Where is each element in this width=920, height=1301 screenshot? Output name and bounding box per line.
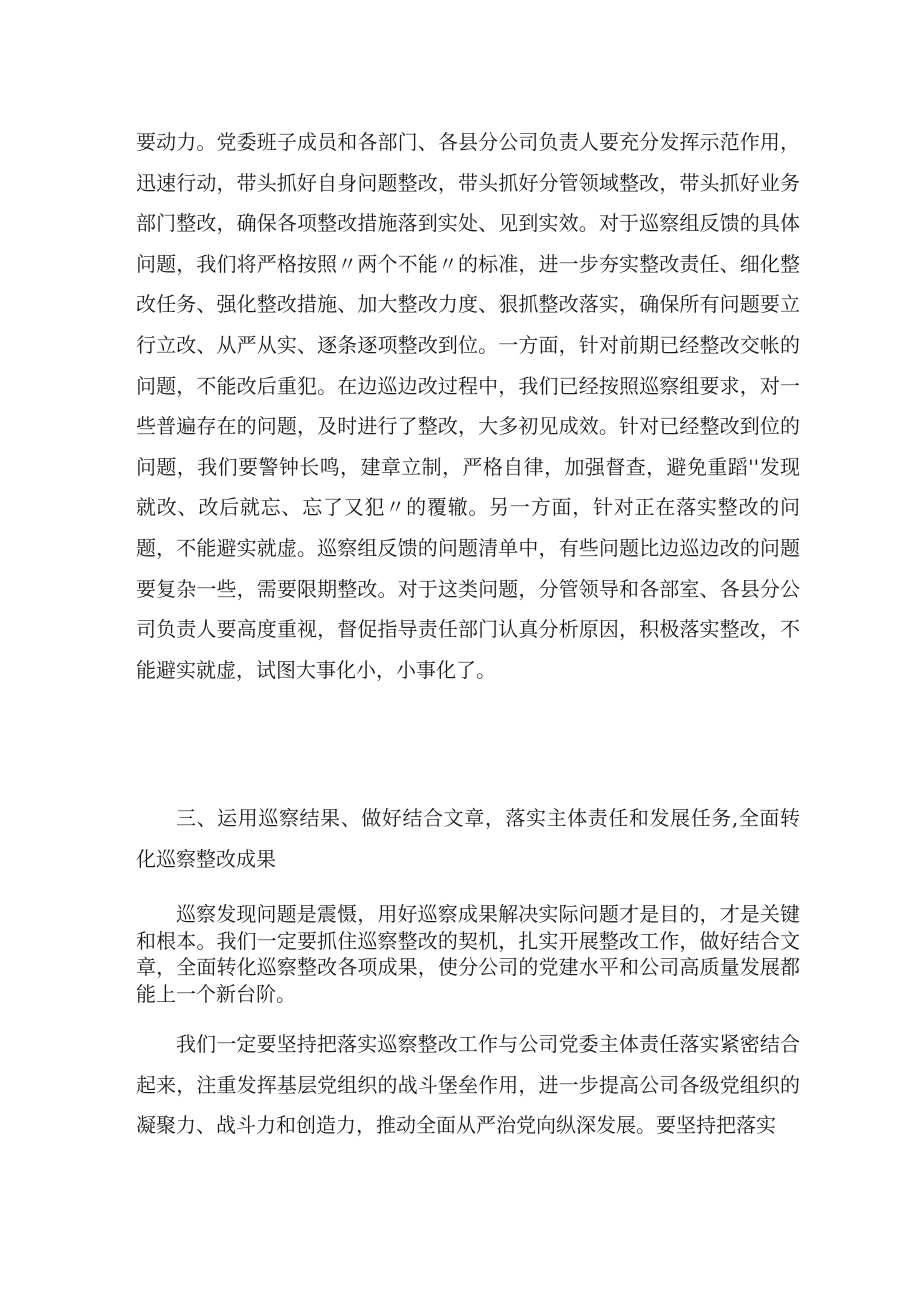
- section-heading: 三、运用巡察结果、做好结合文章，落实主体责任和发展任务,全面转化巡察整改成果: [136, 806, 800, 871]
- body-paragraph: 巡察发现问题是震慑，用好巡察成果解决实际问题才是目的，才是关键和根本。我们一定要抓住巡察整改的契机，扎实开展整改工作，做好结合文章，全面转化巡察整改各项成果，使分公司的党建水平和公司高质量发展都能上一个新台阶。: [136, 902, 800, 1006]
- body-paragraph: 要动力。党委班子成员和各部门、各县分公司负责人要充分发挥示范作用，迅速行动，带头抓好自身问题整改，带头抓好分管领域整改，带头抓好业务部门整改，确保各项整改措施落到实处、见到实效。对于巡察组反馈的具体问题，我们将严格按照〃两个不能〃的标准，进一步夯实整改责任、细化整改任务、强化整改措施、加大整改力度、狠抓整改落实，确保所有问题要立行立改、从严从实、逐条逐项整改到位。一方面，针对前期已经整改交帐的问题，不能改后重犯。在边巡边改过程中，我们已经按照巡察组要求，对一些普遍存在的问题，及时进行了整改，大多初见成效。针对已经整改到位的问题，我们要警钟长鸣，建章立制，严格自律，加强督查，避免重蹈''发现就改、改后就忘、忘了又犯〃的覆辙。另一方面，针对正在落实整改的问题，不能避实就虚。巡察组反馈的问题清单中，有些问题比边巡边改的问题要复杂一些，需要限期整改。对于这类问题，分管领导和各部室、各县分公司负责人要高度重视，督促指导责任部门认真分析原因，积极落实整改，不能避实就虚，试图大事化小，小事化了。: [136, 130, 800, 682]
- body-paragraph: 我们一定要坚持把落实巡察整改工作与公司党委主体责任落实紧密结合起来，注重发挥基层党组织的战斗堡垒作用，进一步提高公司各级党组织的凝聚力、战斗力和创造力，推动全面从严治党向纵深发展。要坚持把落实: [136, 1032, 800, 1138]
